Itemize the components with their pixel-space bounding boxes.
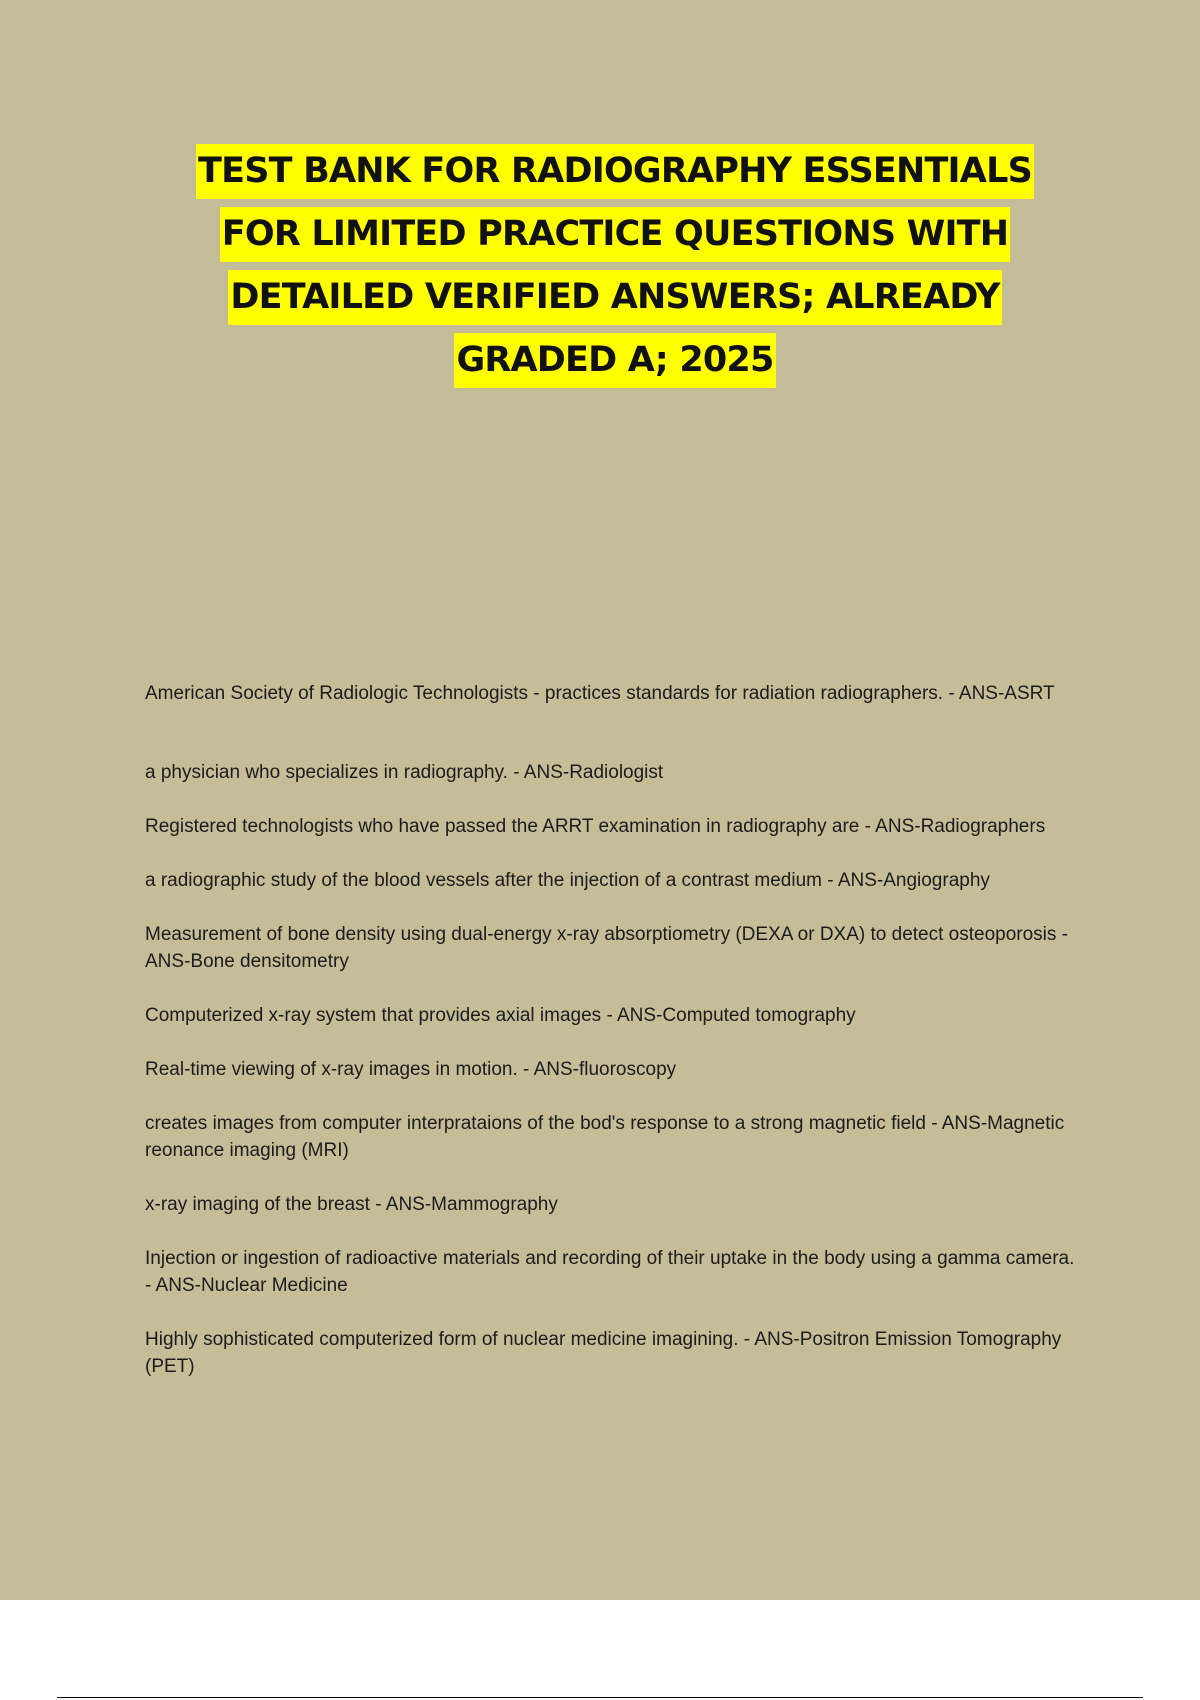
qa-item: x-ray imaging of the breast - ANS-Mammography bbox=[145, 1194, 558, 1215]
question-answer-list bbox=[145, 680, 1080, 1407]
qa-item: Computerized x-ray system that provides axial images - ANS-Computed tomography bbox=[145, 1005, 856, 1026]
qa-item: Injection or ingestion of radioactive materials and recording of their uptake in the body using a gamma camera. - ANS-Nuclear Medicine bbox=[145, 1248, 1075, 1296]
title-line: FOR LIMITED PRACTICE QUESTIONS WITH bbox=[220, 207, 1010, 262]
qa-item: American Society of Radiologic Technologists - practices standards for radiation radiographers. - ANS-ASRT bbox=[145, 683, 1055, 704]
qa-item: a physician who specializes in radiography. - ANS-Radiologist bbox=[145, 762, 664, 783]
qa-item: Measurement of bone density using dual-energy x-ray absorptiometry (DEXA or DXA) to detect osteoporosis - ANS-Bone densitometry bbox=[145, 924, 1068, 972]
title-line: DETAILED VERIFIED ANSWERS; ALREADY bbox=[228, 270, 1001, 325]
qa-item: a radiographic study of the blood vessels after the injection of a contrast medium - ANS-Angiography bbox=[145, 870, 990, 891]
qa-item: creates images from computer interprataions of the bod's response to a strong magnetic field - ANS-Magnetic reonance imaging (MRI) bbox=[145, 1113, 1065, 1161]
page-title bbox=[120, 140, 1110, 392]
qa-item: Real-time viewing of x-ray images in motion. - ANS-fluoroscopy bbox=[145, 1059, 677, 1080]
qa-item: Registered technologists who have passed the ARRT examination in radiography are - ANS-Radiographers bbox=[145, 816, 1046, 837]
footer-divider bbox=[57, 1697, 1143, 1698]
qa-item: Highly sophisticated computerized form of nuclear medicine imagining. - ANS-Positron Emission Tomography (PET) bbox=[145, 1329, 1062, 1377]
title-line: GRADED A; 2025 bbox=[454, 333, 775, 388]
title-line: TEST BANK FOR RADIOGRAPHY ESSENTIALS bbox=[196, 144, 1034, 199]
